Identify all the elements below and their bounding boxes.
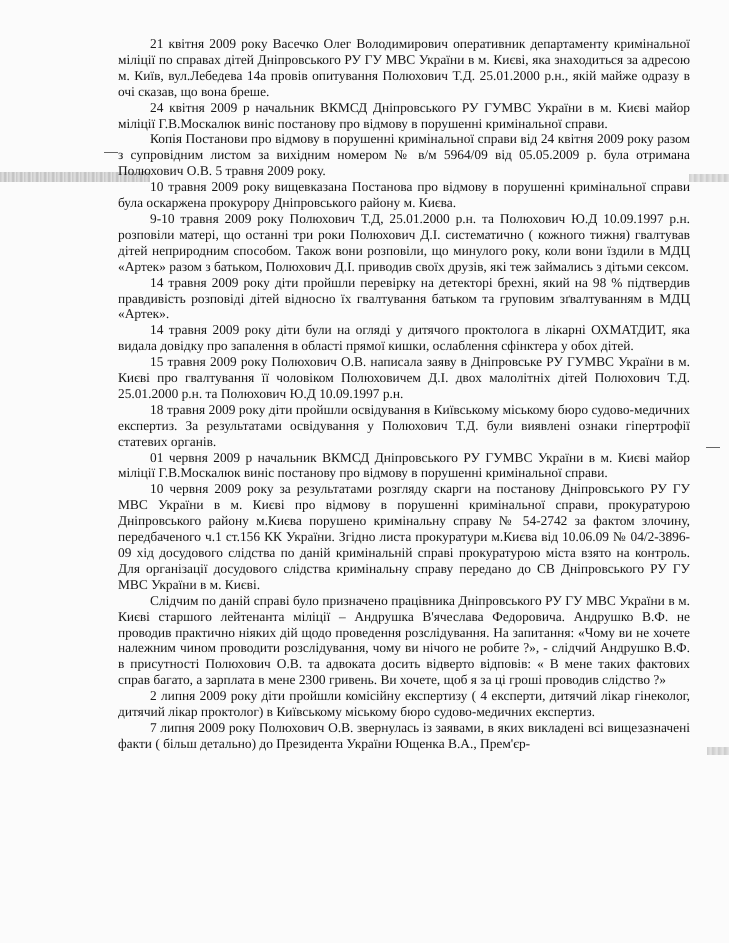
paragraph-may-18: 18 травня 2009 року діти пройшли освідування в Київському міському бюро судово-медичних експертиз. За результатами освідування у Полюхович Т.Д. були виявлені ознаки гіпертрофії статевих органів.	[118, 401, 690, 449]
paragraph-may-15: 15 травня 2009 року Полюхович О.В. написала заяву в Дніпровське РУ ГУМВС України в м. Києві про гвалтування її чоловіком Полюховичем Д.І. двох малолітніх дітей Полюхович Т.Д. 25.01.2000 р.н. та Полюхович Ю.Д 10.09.1997 р.н.	[118, 354, 690, 401]
paragraph-may-14-proctologist: 14 травня 2009 року діти були на огляді у дитячого проктолога в лікарні ОХМАТДИТ, яка видала довідку про запалення в області прямої кишки, ослаблення сфінктера у обох дітей.	[118, 322, 690, 354]
paragraph-copy-received: Копія Постанови про відмову в порушенні кримінальної справи від 24 квітня 2009 року разом з супровідним листом за вихідним номером № в/м 5964/09 від 05.05.2009 р. була отримана Полюхович О.В. 5 травня 2009 року.	[118, 131, 690, 179]
paragraph-apr-24: 24 квітня 2009 р начальник ВКМСД Дніпровського РУ ГУМВС України в м. Києві майор міліції Г.В.Москалюк виніс постанову про відмову в порушенні кримінальної справи.	[118, 99, 690, 131]
paragraph-may-9-10: 9-10 травня 2009 року Полюхович Т.Д, 25.01.2000 р.н. та Полюхович Ю.Д 10.09.1997 р.н. розповіли матері, що останні три роки Полюхович Д.І. систематично ( кожного тижня) гвалтував дітей неприродним способом. Також вони розповіли, що минулого року, коли вони їздили в МДЦ «Артек» разом з батьком, Полюхович Д.І. приводив своїх друзів, які теж займались з дітьми сексом.	[118, 210, 690, 274]
paragraph-july-2: 2 липня 2009 року діти пройшли комісійну експертизу ( 4 експерти, дитячий лікар гінеколог, дитячий лікар проктолог) в Київському міському бюро судово-медичних експертиз.	[118, 688, 690, 720]
paragraph-investigator: Слідчим по даній справі було призначено працівника Дніпровського РУ ГУ МВС України в м. Києві старшого лейтенанта міліції – Андрушка В'ячеслава Федоровича. Андрушко В.Ф. не проводив практично ніяких дій щодо проведення розслідування. На запитання: «Чому ви не хочете належним чином проводити розслідування, чому ви нічого не робите ?», - слідчий Андрушко В.Ф. в присутності Полюхович О.В. та адвоката досить відверто відповів: « В мене таких фактових справ багато, а зарплата в мене 2300 гривень. Ви хочете, щоб я за ці гроші проводив слідство ?»	[118, 592, 690, 688]
paragraph-june-10: 10 червня 2009 року за результатами розгляду скарги на постанову Дніпровського РУ ГУ МВС України в м. Києві про відмову в порушенні кримінальної справи, прокуратурою Дніпровського району м.Києва порушено кримінальну справу № 54-2742 за фактом злочину, передбаченого ч.1 ст.156 КК України. Згідно листа прокуратури м.Києва від 10.06.09 № 04/2-3896-09 хід досудового слідства по даній кримінальній справі прокуратурою міста взято на контроль. Для організації досудового слідства кримінальну справу передано до СВ Дніпровського РУ ГУ МВС України в м. Києві.	[118, 481, 690, 592]
paragraph-july-7: 7 липня 2009 року Полюхович О.В. звернулась із заявами, в яких викладені всі вищезазначені факти ( більш детально) до Президента України Ющенка В.А., Прем'єр-	[118, 719, 690, 751]
document-body	[118, 36, 690, 752]
scan-artifact-stripe-right	[707, 747, 729, 755]
paragraph-may-10: 10 травня 2009 року вищевказана Постанова про відмову в порушенні кримінальної справи була оскаржена прокурору Дніпровського району м. Києва.	[118, 179, 690, 211]
paragraph-apr-21: 21 квітня 2009 року Васечко Олег Володимирович оперативник департаменту кримінальної міліції по справах дітей Дніпровського РУ ГУ МВС України в м. Києві, яка знаходиться за адресою м. Київ, вул.Лебедева 14а провів опитування Полюхович Т.Д. 25.01.2000 р.н., якій майже одразу в очі сказав, що вона бреше.	[118, 36, 690, 99]
scan-artifact-stripe-right	[689, 174, 729, 182]
paragraph-june-01: 01 червня 2009 р начальник ВКМСД Дніпровського РУ ГУМВС України в м. Києві майор міліції Г.В.Москалюк виніс постанову про відмову в порушенні кримінальної справи.	[118, 449, 690, 481]
margin-mark	[706, 447, 720, 448]
paragraph-may-14-polygraph: 14 травня 2009 року діти пройшли перевірку на детекторі брехні, який на 98 % підтвердив правдивість розповіді дітей відносно їх гвалтування батьком та груповим зґвалтуванням в МДЦ «Артек».	[118, 274, 690, 322]
margin-mark	[104, 152, 118, 153]
